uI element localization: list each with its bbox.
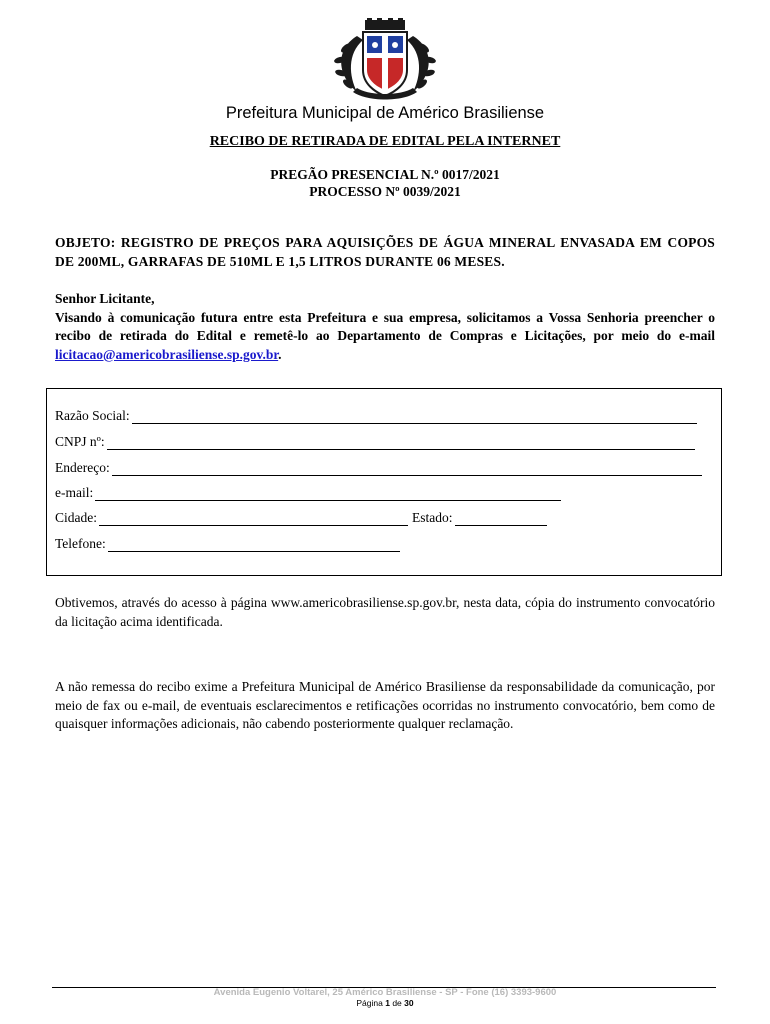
cidade-estado-line <box>55 508 547 526</box>
telefone-field[interactable] <box>108 537 400 552</box>
endereco-line <box>55 458 702 476</box>
organization-name: Prefeitura Municipal de Américo Brasiliense <box>225 104 545 122</box>
objeto-label: OBJETO: <box>55 235 116 250</box>
razao-social-field[interactable] <box>132 409 697 424</box>
page-separator: de <box>389 998 405 1008</box>
processo-number: PROCESSO Nº 0039/2021 <box>309 184 461 199</box>
cnpj-label: CNPJ nº: <box>55 434 105 449</box>
pregao-number: PREGÃO PRESENCIAL N.º 0017/2021 <box>270 167 500 182</box>
endereco-field[interactable] <box>112 461 702 476</box>
cidade-field[interactable] <box>99 511 408 526</box>
page-current: 1 <box>385 998 390 1008</box>
cnpj-line <box>55 432 695 450</box>
email-label: e-mail: <box>55 485 94 500</box>
obtivemos-paragraph: Obtivemos, através do acesso à página www.americobrasiliense.sp.gov.br, nesta data, cópia do instrumento convocatório da licitação acima identificada. <box>55 595 715 629</box>
razao-social-label: Razão Social: <box>55 408 130 423</box>
cidade-label: Cidade: <box>55 510 97 525</box>
estado-label: Estado: <box>412 510 453 525</box>
salutation-end: . <box>278 346 282 362</box>
email-field[interactable] <box>95 486 561 501</box>
page-prefix: Página <box>356 998 386 1008</box>
estado-field[interactable] <box>455 511 547 526</box>
objeto-paragraph <box>55 234 715 271</box>
contact-email-link[interactable]: licitacao@americobrasiliense.sp.gov.br <box>55 346 279 362</box>
objeto-text: REGISTRO DE PREÇOS PARA AQUISIÇÕES DE ÁGUA MINERAL ENVASADA EM COPOS DE 200ML, GARRAFAS DE 510ML E 1,5 LITROS DURANTE 06 MESES. <box>55 235 715 269</box>
telefone-label: Telefone: <box>55 536 106 551</box>
salutation-body: Visando à comunicação futura entre esta Prefeitura e sua empresa, solicitamos a Vossa Senhoria preencher o recibo de retirada do Edital e remetê-lo ao Departamento de Compras e Licitações, por meio do e-mail <box>55 309 715 343</box>
salutation-greeting: Senhor Licitante, <box>55 291 155 306</box>
cnpj-field[interactable] <box>107 435 695 450</box>
razao-social-line <box>55 406 697 424</box>
footer-address: Avenida Eugenio Voltarel, 25 Américo Brasiliense - SP - Fone (16) 3393-9600 <box>213 987 557 998</box>
document-title: RECIBO DE RETIRADA DE EDITAL PELA INTERNET <box>209 134 561 149</box>
email-line <box>55 483 561 501</box>
page-total: 30 <box>404 998 414 1008</box>
endereco-label: Endereço: <box>55 460 110 475</box>
salutation-paragraph <box>55 290 715 364</box>
municipal-coat-of-arms-icon <box>327 18 443 104</box>
page-number <box>0 998 770 1008</box>
telefone-line <box>55 534 400 552</box>
nao-remessa-paragraph: A não remessa do recibo exime a Prefeitura Municipal de Américo Brasiliense da responsabilidade da comunicação, por meio de fax ou e-mail, de eventuais esclarecimentos e retificações ocorridas no instrumento convocatório, bem como de quaisquer informações adicionais, não cabendo posteriormente qualquer reclamação. <box>55 679 715 731</box>
